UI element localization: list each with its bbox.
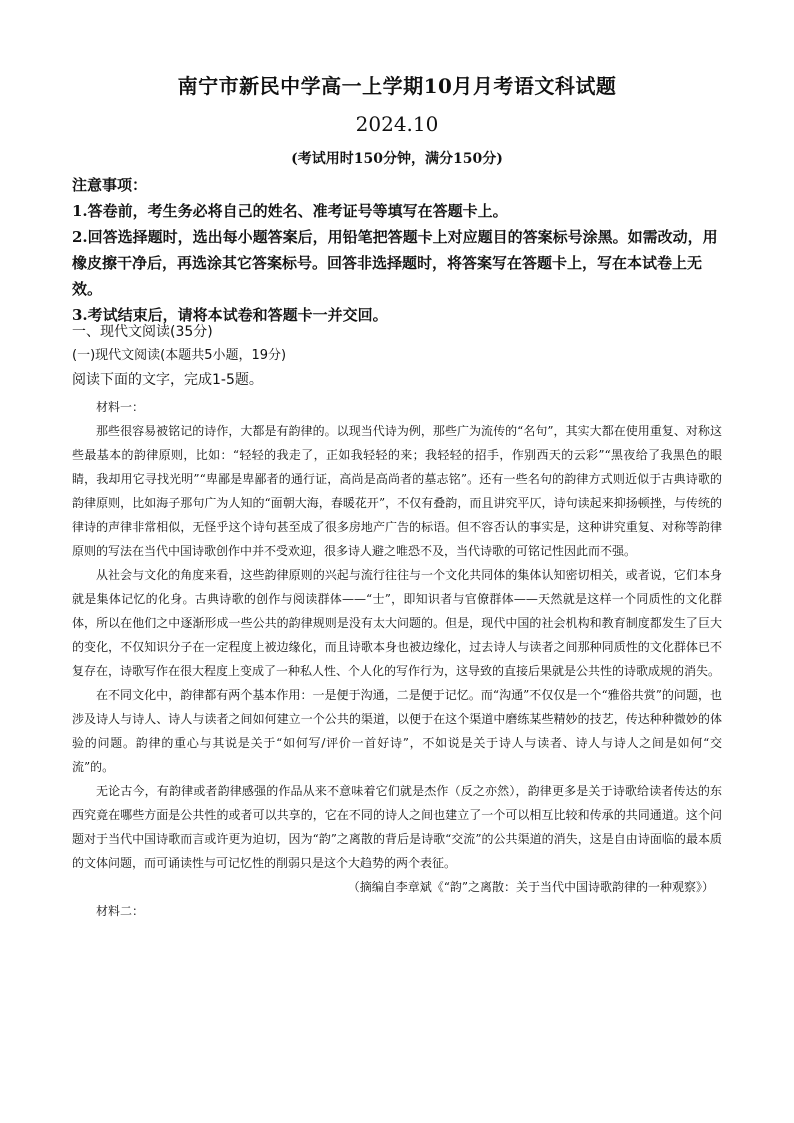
notes-item: 1.答卷前，考生务必将自己的姓名、准考证号等填写在答题卡上。 (72, 202, 508, 220)
notes-heading: 注意事项： (72, 176, 148, 194)
reading-instruction: 阅读下面的文字，完成1-5题。 (72, 372, 263, 388)
passage-paragraph: 无论古今，有韵律或者韵律感强的作品从来不意味着它们就是杰作（反之亦然），韵律更多是关于诗歌给读者传达的东西究竟在哪些方面是公共性的或者可以共享的，它在不同的诗人之间也建立了一个可以相互比较和传承的共同通道。这个问题对于当代中国诗歌而言或许更为迫切，因为“韵”之离散的背后是诗歌“交流”的公共渠道的消失，这是自由诗面临的最本质的文体问题，而可诵读性与可记忆性的削弱只是这个大趋势的两个表征。 (72, 784, 722, 870)
notes-item: 2.回答选择题时，选出每小题答案后，用铅笔把答题卡上对应题目的答案标号涂黑。如需改动，用橡皮擦干净后，再选涂其它答案标号。回答非选择题时，将答案写在答题卡上，写在本试卷上无效。 (72, 228, 718, 298)
exam-duration-info: (考试用时150分钟，满分150分) (291, 151, 503, 167)
passage-source: （摘编自李章斌《“韵”之离散：关于当代中国诗歌韵律的一种观察》） (347, 880, 714, 894)
passage-paragraph: 在不同文化中，韵律都有两个基本作用：一是便于沟通，二是便于记忆。而“沟通”不仅仅是一个“雅俗共赏”的问题，也涉及诗人与诗人、诗人与读者之间如何建立一个公共的渠道，以便于在这个渠道中磨练某些精妙的技艺，传达种种微妙的体验的问题。韵律的重心与其说是关于“如何写/评价一首好诗”，不如说是关于诗人与读者、诗人与诗人之间是如何“交流”的。 (72, 688, 722, 774)
material-1-label: 材料一： (96, 400, 145, 414)
section-heading: 一、现代文阅读(35分) (72, 324, 213, 340)
sub-section-heading: (一)现代文阅读(本题共5小题，19分) (72, 348, 287, 363)
reading-passage (72, 395, 722, 923)
exam-date: 2024.10 (355, 112, 439, 136)
reading-section (72, 320, 722, 392)
passage-paragraph: 从社会与文化的角度来看，这些韵律原则的兴起与流行往往与一个文化共同体的集体认知密切相关，或者说，它们本身就是集体记忆的化身。古典诗歌的创作与阅读群体——“士”，即知识者与官僚群体——天然就是这样一个同质性的文化群体，所以在他们之中逐渐形成一些公共的韵律规则是没有太大问题的。但是，现代中国的社会机构和教育制度都发生了巨大的变化，不仅知识分子在一定程度上被边缘化，而且诗歌本身也被边缘化，过去诗人与读者之间那种同质性的文化群体已不复存在，诗歌写作在很大程度上变成了一种私人性、个人化的写作行为，这导致的直接后果就是公共性的诗歌成规的消失。 (72, 568, 722, 678)
notes-item: 3.考试结束后，请将本试卷和答题卡一并交回。 (72, 306, 388, 324)
page-title: 南宁市新民中学高一上学期10月月考语文科试题 (177, 74, 617, 98)
passage-paragraph: 那些很容易被铭记的诗作，大都是有韵律的。以现当代诗为例，那些广为流传的“名句”，其实大都在使用重复、对称这些最基本的韵律原则，比如：“轻轻的我走了，正如我轻轻的来；我轻轻的招手，作别西天的云彩”“黑夜给了我黑色的眼睛，我却用它寻找光明”“卑鄙是卑鄙者的通行证，高尚是高尚者的墓志铭”。还有一些名句的韵律方式则近似于古典诗歌的韵律原则，比如海子那句广为人知的“面朝大海，春暖花开”，不仅有叠韵，而且讲究平仄，诗句读起来抑扬顿挫，与传统的律诗的声律非常相似，无怪乎这个诗句甚至成了很多房地产广告的标语。但不容否认的事实是，这种讲究重复、对称等韵律原则的写法在当代中国诗歌创作中并不受欢迎，很多诗人避之唯恐不及，当代诗歌的可铭记性因此而不强。 (72, 424, 722, 558)
notes-section (72, 172, 722, 328)
material-2-label: 材料二： (96, 904, 145, 918)
